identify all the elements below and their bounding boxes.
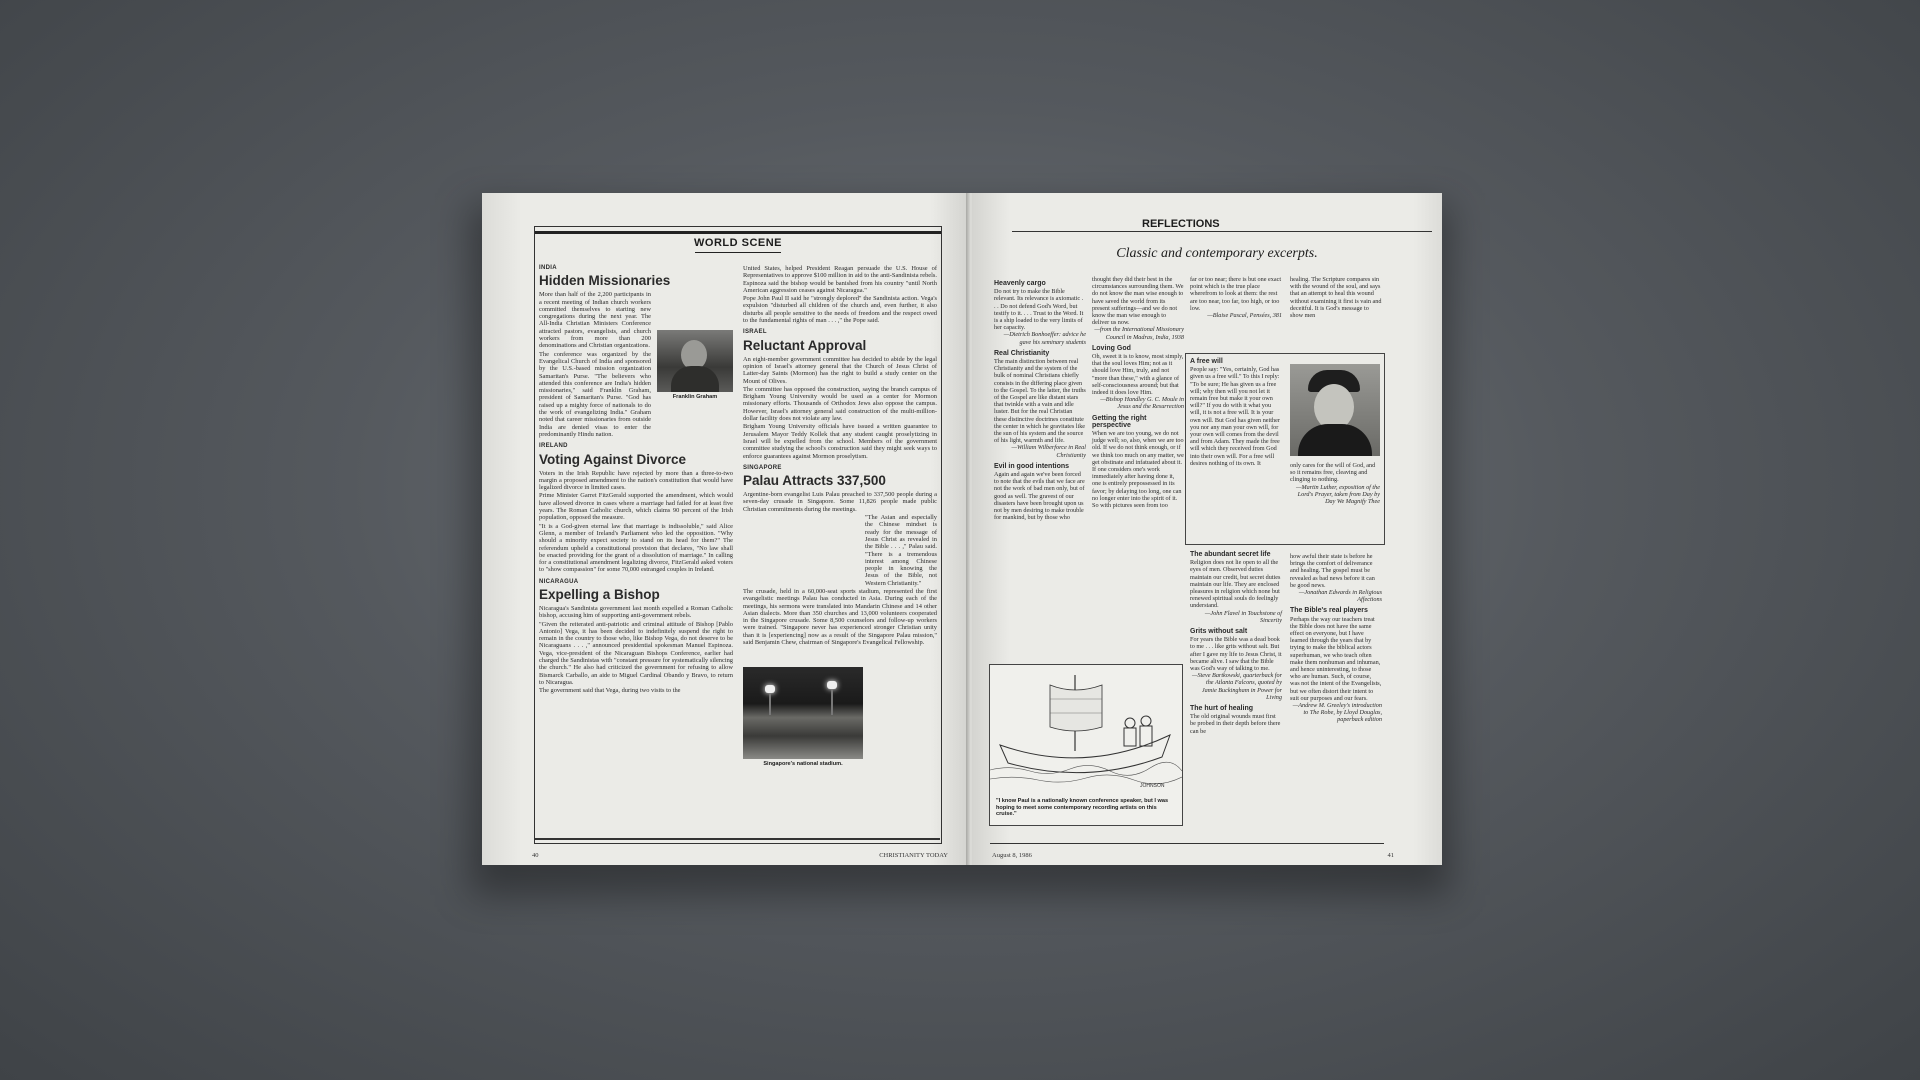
singapore-p2: "The Asian and especially the Chinese mindset is ready for the message of Jesus Christ as revealed in the Bible . . . ," Palau said. "There is a tremendous interest among Chinese people in knowing the Jesus of the Bible, not Western Christianity." (865, 514, 937, 587)
perspective-title: Getting the right perspective (1092, 414, 1147, 429)
ireland-p2: Prime Minister Garret FitzGerald supported the amendment, which would have allowed divorce in cases where a marriage had failed for at least five years. The Roman Catholic church, which claims 90 percent of the Irish population, opposed the measure. (539, 492, 733, 522)
nicaragua-p1: Nicaragua's Sandinista government last month expelled a Roman Catholic bishop, accusing him of supporting anti-government rebels. (539, 604, 733, 620)
ireland-kicker: IRELAND (539, 443, 568, 450)
cartoon-caption: "I know Paul is a nationally known conference speaker, but I was hoping to meet some contemporary recording artists on this cruise." (996, 798, 1169, 818)
india-kicker: INDIA (539, 265, 557, 271)
right-column-3-top (1190, 276, 1282, 319)
real-text: The main distinction between real Christianity and the system of the bulk of nominal Christians chiefly consists in the differing place given to the Gospel. To the latter, the truths of the Gospel are like distant stars that twinkle with a vain and idle luster. But for the real Christian these distinctive doctrines constitute the center in which he gravitates like the sun of his system and the source of his light, warmth and life. (994, 358, 1086, 445)
left-page (482, 193, 970, 865)
freewill-title: A free will (1190, 358, 1223, 365)
ireland-p1: Voters in the Irish Republic have rejected by more than a three-to-two margin a proposed amendment to the nation's constitution that would have legalized divorce in limited cases. (539, 469, 733, 492)
martin-luther-portrait (1290, 364, 1380, 456)
col4b-att: —Jonathan Edwards in Religious Affections (1298, 589, 1382, 604)
col4b-text: how awful their state is before he brings the comfort of deliverance and healing. The gospel must be revealed as bad news before it can be good news. (1290, 553, 1375, 589)
grits-att: —Steve Bartkowski, quarterback for the Atlanta Falcons, quoted by Jamie Buckingham in Power for Living (1191, 672, 1282, 701)
ireland-p3: "It is a God-given eternal law that marriage is indissoluble," said Alice Glenn, a member of Ireland's Parliament who led the opposition. "Why should a minority expect society to stand on its head for them?" The referendum upheld a constitutional provision that declares, "No law shall be enacted providing for the grant of a dissolution of marriage." In calling for a constitutional amendment legalizing divorce, FitzGerald asked voters to "show compassion" for some 70,000 estranged couples in Ireland. (539, 522, 733, 574)
players-text: Perhaps the way our teachers treat the Bible does not have the same effect on everyone, but I have learned through the years that by trying to make the biblical actors superhuman, we who teach often make them nonhuman and inhuman, and hence uninteresting, to those who are human. Such, of course, was not the intent of the Evangelists, but we often distort their intent to suit our purposes and our fears. (1290, 615, 1382, 702)
right-column-4-top (1290, 276, 1382, 319)
free-will-continuation (1290, 462, 1380, 505)
reflections-rule (1012, 231, 1432, 232)
loving-text: Oh, sweet it is to know, most simply, that the soul loves Him; not as it should love Him, truly, and not "more than these," with a glance of self-consciousness around; but that indeed it does love Him. (1092, 353, 1184, 397)
bottom-rule (534, 838, 940, 840)
right-column-3-bottom (1190, 547, 1282, 735)
singapore-kicker: SINGAPORE (743, 464, 782, 471)
grits-text: For years the Bible was a dead book to me . . . like grits without salt. But after I gave my life to Jesus Christ, it became alive. I saw that the Bible was God's way of talking to me. (1190, 636, 1282, 673)
world-scene-frame (534, 226, 942, 844)
heavenly-text: Do not try to make the Bible relevant. Its relevance is axiomatic . . . Do not defend God's Word, but testify to it. . . . Trust to the Word. It is a ship loaded to the very limits of her capacity. (994, 288, 1084, 332)
right-column-2 (1092, 276, 1184, 509)
israel-p1: An eight-member government committee has decided to abide by the legal opinion of Israel's attorney general that the Church of Jesus Christ of Latter-day Saints (Mormon) has the right to build a study center on the Mount of Olives. (743, 355, 937, 385)
right-bottom-rule (990, 843, 1384, 844)
free-will-box (1185, 353, 1385, 545)
nicaragua-p2: "Given the reiterated anti-patriotic and criminal attitude of Bishop [Pablo Antonio] Vega, it has been decided to indefinitely suspend the right to remain in the country to those who, like Bishop Vega, do not deserve to be Nicaraguans . . . ," announced presidential spokesman Manuel Espinoza. Vega, vice-president of the Nicaraguan Bishops Conference, earlier had charged the Sandinistas with "constant pressure for systematically silencing the church." He also had criticized the government for refusing to allow Bismarck Carballo, an aide to Miguel Cardinal Obando y Bravo, to return to Nicaragua. (539, 620, 733, 686)
nicaragua-p5: Pope John Paul II said he "strongly deplored" the Sandinista action. Vega's expulsion "disturbed all children of the church and, even further, it also disturbs all people sensitive to the needs of freedom and the respect owed to the fundamental rights of man . . . ," the Pope said. (743, 295, 937, 325)
evil-text: Again and again we've been forced to note that the evils that we face are not the work of bad men only, but of good as well. The gravest of our disasters have been brought upon us not by men desiring to make trouble for mankind, but by those who (994, 471, 1085, 522)
loving-title: Loving God (1092, 344, 1131, 352)
freewill-text: People say: "Yes, certainly, God has given us a free will." To this I reply: "To be sure; He has given us a free will; why then will you not let it remain free but make it your own will?" If you do with it what you will, it is not a free will. It is your own will. But God has given neither you nor any man your own will, for your own will comes from the devil and from Adam. They made the free will which they received from God into their own will. For a free will desires nothing of its own. It (1190, 366, 1280, 467)
singapore-headline: Palau Attracts 337,500 (743, 473, 886, 489)
hurt-title: The hurt of healing (1190, 705, 1253, 713)
abundant-text: Religion does not lie open to all the eyes of men. Observed duties maintain our credit, but secret duties maintain our life. They are enclosed pleasures in religion which none but renewed spiritual souls do feelingly understand. (1190, 559, 1281, 610)
cartoon-signature: JOHNSON (1140, 783, 1165, 789)
grits-title: Grits without salt (1190, 628, 1248, 636)
abundant-title: The abundant secret life (1190, 551, 1271, 558)
israel-headline: Reluctant Approval (743, 337, 867, 353)
nicaragua-headline: Expelling a Bishop (539, 586, 660, 602)
india-p1: More than half of the 2,200 participants in a recent meeting of Indian church workers committed themselves to starting new congregations during the next year. The All-India Christian Ministers Conference attracted pastors, evangelists, and church workers from more than 200 denominations and Christian organizations. (539, 291, 651, 350)
singapore-p3: The crusade, held in a 60,000-seat sports stadium, represented the first evangelistic meetings Palau has conducted in Asia. During each of the meetings, his sermons were translated into Mandarin Chinese and 14 other Asian dialects. More than 350 churches and 13,000 volunteers cooperated in the Singapore crusade. Some 8,500 counselors and follow-up workers were trained. "Singapore never has experienced stronger Christian unity than it is [experiencing] now as a result of the Singapore Palau mission," said Benjamin Chew, chairman of Singapore's Evangelical Fellowship. (743, 587, 937, 647)
col3a-text: far or too near; there is but one exact point which is the true place wherefrom to look at them: the rest are too near, too far, too high, or too low. (1190, 276, 1282, 312)
col3a-att: —Blaise Pascal, Pensées, 381 (1207, 312, 1282, 320)
col2a-text: thought they did their best in the circumstances surrounding them. We do not know the man wise enough to have saved the world from its present sufferings—and we do not know the man wise enough to deliver us now. (1092, 276, 1184, 327)
right-page (972, 193, 1442, 865)
cruise-cartoon (989, 664, 1183, 826)
freewill-text2: only cares for the will of God, and so it remains free, cleaving and clinging to nothing. (1290, 462, 1376, 484)
loving-att: —Bishop Handley G. C. Moule in Jesus and the Resurrection (1100, 396, 1184, 411)
ship-drawing (990, 665, 1182, 791)
real-att: —William Wilberforce in Real Christianity (1011, 444, 1086, 459)
india-p2: The conference was organized by the Evangelical Church of India and sponsored by the U.S.-based mission organization Samaritan's Purse. "The believers who attended this conference are India's hidden missionaries," said Franklin Graham, president of Samaritan's Purse. "God has raised up a mighty force of nationals to do the work of evangelizing India." Graham noted that career missionaries from outside India are denied visas to enter the predominantly Hindu nation. (539, 350, 651, 438)
ireland-headline: Voting Against Divorce (539, 451, 687, 467)
col4a-text: healing. The Scripture compares sin with the wound of the soul, and says that an attempt to heal this wound without examining it first is vain and deceitful. It is God's message to show men (1290, 276, 1382, 320)
reflections-subtitle: Classic and contemporary excerpts. (1116, 246, 1318, 261)
franklin-graham-photo (657, 330, 733, 392)
left-column-2 (743, 265, 937, 647)
right-date: August 8, 1986 (992, 852, 1032, 859)
israel-kicker: ISRAEL (743, 329, 767, 336)
hurt-text: The old original wounds must first be probed in their depth before there can be (1190, 713, 1281, 735)
left-footer: CHRISTIANITY TODAY (879, 852, 948, 859)
right-column-4-bottom (1290, 553, 1382, 724)
nicaragua-p3: The government said that Vega, during two visits to the (539, 687, 681, 695)
perspective-text: When we are too young, we do not judge well; so, also, when we are too old. If we do not think enough, or if we think too much on any matter, we get obstinate and infatuated about it. If one considers one's work immediately after having done it, one is entirely prepossessed in its favor; by delaying too long, one can no longer enter into the spirit of it. So with pictures seen from too (1092, 430, 1184, 510)
nicaragua-p4: United States, helped President Reagan persuade the U.S. House of Representatives to approve $100 million in aid to the anti-Sandinista rebels. Espinoza said the bishop would be banished from his country "until North American aggression ceases against Nicaragua." (743, 265, 937, 294)
heavenly-att: —Dietrich Bonhoeffer: advice he gave his seminary students (1003, 331, 1086, 346)
left-folio: 40 (532, 852, 539, 859)
col2a-att: —from the International Missionary Council in Madras, India, 1938 (1094, 326, 1184, 341)
world-scene-title: WORLD SCENE (694, 237, 782, 249)
stadium-caption: Singapore's national stadium. (763, 761, 843, 767)
heavenly-title: Heavenly cargo (994, 280, 1046, 287)
abundant-att: —John Flavel in Touchstone of Sincerity (1204, 609, 1282, 624)
stadium-photo (743, 667, 863, 759)
israel-p2: The committee has opposed the construction, saying the branch campus of Brigham Young University would be used as a center for Mormon missionary efforts. Thousands of Orthodox Jews also oppose the campus. However, Israel's attorney general said construction of the multi-million-dollar facility does not violate any law. (743, 385, 937, 423)
free-will-column (1190, 354, 1282, 467)
singapore-p1: Argentine-born evangelist Luis Palau preached to 337,500 people during a seven-day crusade in Singapore. Some 11,826 people made public Christian commitments during the meetings. (743, 491, 937, 513)
players-title: The Bible's real players (1290, 607, 1368, 615)
evil-title: Evil in good intentions (994, 462, 1070, 470)
right-folio: 41 (1387, 852, 1394, 859)
nicaragua-kicker: NICARAGUA (539, 578, 579, 585)
title-underline (695, 252, 781, 253)
india-headline: Hidden Missionaries (539, 273, 671, 289)
players-att: —Andrew M. Greeley's introduction to The Robe, by Lloyd Douglas, paperback edition (1292, 702, 1382, 724)
real-title: Real Christianity (994, 349, 1050, 357)
right-column-1 (994, 276, 1086, 522)
franklin-graham-caption: Franklin Graham (672, 394, 718, 400)
world-scene-rule (535, 231, 941, 234)
israel-p3: Brigham Young University officials have issued a written guarantee to Jerusalem Mayor Teddy Kollek that any student caught proselytizing in Israel will be expelled from the school. Members of the government committee studying the school's construction said they might seek ways to enforce guarantees against Mormon proselytism. (743, 423, 937, 460)
freewill-att: —Martin Luther, exposition of the Lord's Prayer, taken from Day by Day We Magnify Thee (1295, 483, 1380, 506)
reflections-title: REFLECTIONS (1142, 218, 1220, 230)
